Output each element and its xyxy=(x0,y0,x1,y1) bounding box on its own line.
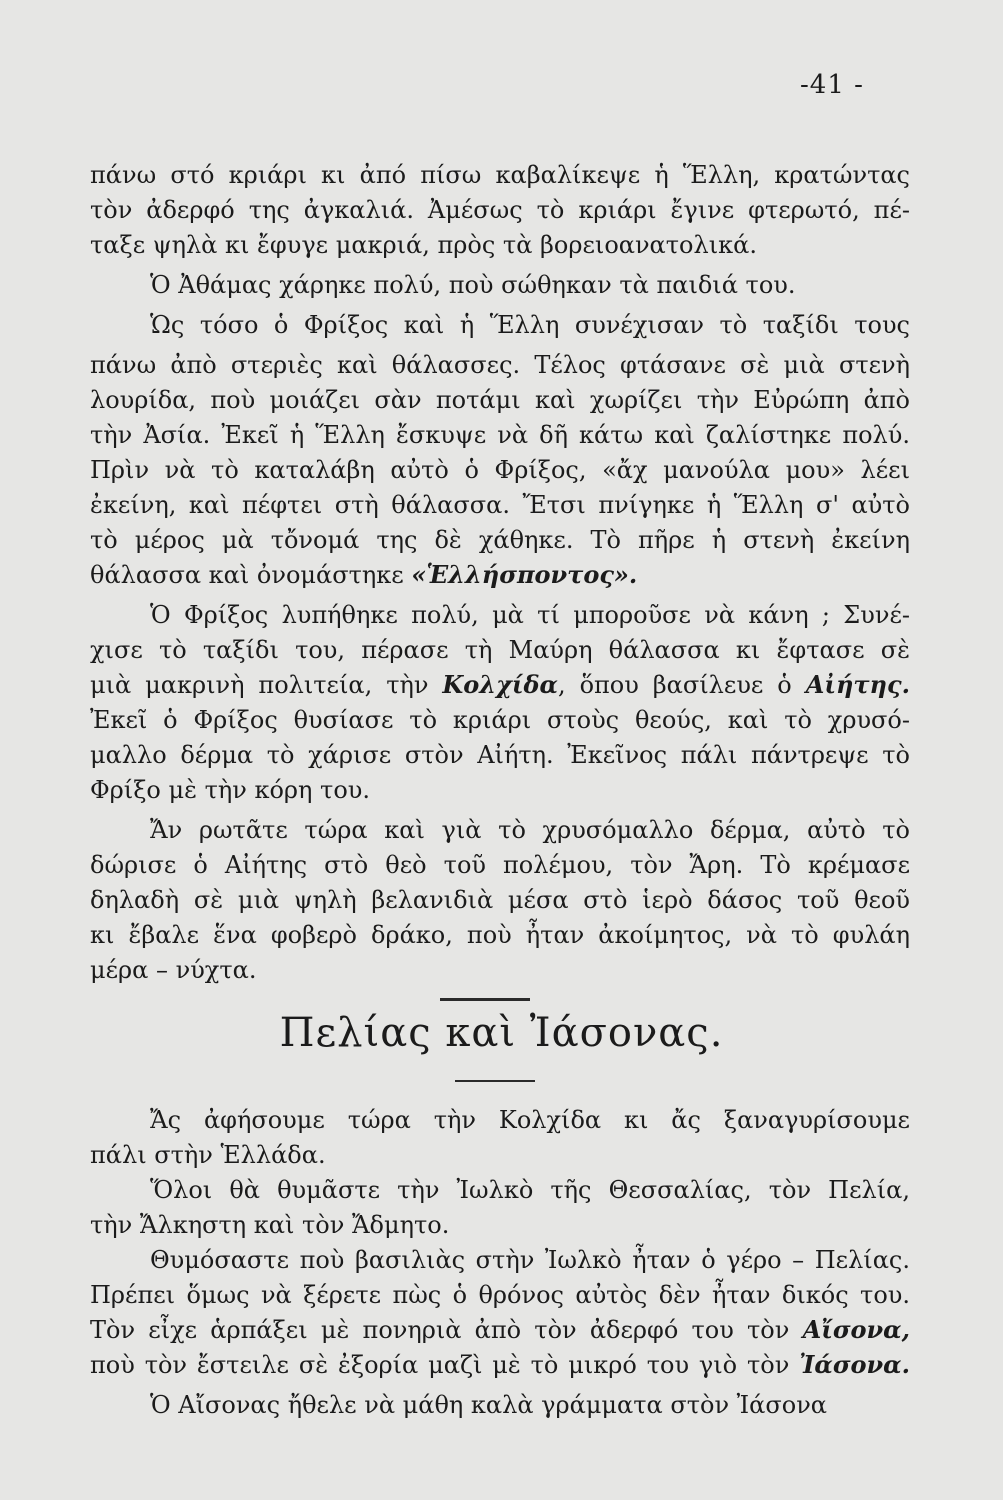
text-line: τὴν Ἄλκηστη καὶ τὸν Ἄδμητο. xyxy=(90,1211,450,1239)
text-line: πάλι στὴν Ἑλλάδα. xyxy=(90,1141,326,1169)
text-line xyxy=(90,1315,910,1345)
text-line: Ὁ Ἀθάμας χάρηκε πολύ, ποὺ σώθηκαν τὰ παιδιά του. xyxy=(150,271,796,299)
emphasis-aietis: Αἰήτης. xyxy=(805,670,910,699)
text-line: χισε τὸ ταξίδι του, πέρασε τὴ Μαύρη θάλασσα κι ἔφτασε σὲ xyxy=(90,636,910,664)
text-line: δηλαδὴ σὲ μιὰ ψηλὴ βελανιδιὰ μέσα στὸ ἱερὸ δάσος τοῦ θεοῦ xyxy=(90,886,910,914)
emphasis-hellespont: «Ἑλλήσποντος». xyxy=(411,560,638,589)
text-span: θάλασσα καὶ ὀνομάστηκε xyxy=(90,561,404,589)
text-line: τὸ μέρος μὰ τὄνομά της δὲ χάθηκε. Τὸ πῆρε ἡ στενὴ ἐκείνη xyxy=(90,526,910,554)
text-line: τὸν ἀδερφό της ἀγκαλιά. Ἀμέσως τὸ κριάρι ἔγινε φτερωτό, πέ- xyxy=(90,196,910,224)
text-line: Ὅλοι θὰ θυμᾶστε τὴν Ἰωλκὸ τῆς Θεσσαλίας, τὸν Πελία, xyxy=(150,1176,910,1204)
rule-top xyxy=(440,998,530,1001)
text-span: μιὰ μακρινὴ πολιτεία, τὴν xyxy=(90,671,429,699)
text-line: Φρίξο μὲ τὴν κόρη του. xyxy=(90,776,370,804)
text-span: , ὅπου βασίλευε ὁ xyxy=(557,671,792,699)
text-line xyxy=(90,1350,910,1380)
text-line: τὴν Ἀσία. Ἐκεῖ ἡ Ἕλλη ἔσκυψε νὰ δῆ κάτω καὶ ζαλίστηκε πολύ. xyxy=(90,421,910,449)
text-span: ποὺ τὸν ἔστειλε σὲ ἐξορία μαζὶ μὲ τὸ μικρό του γιὸ τὸν xyxy=(90,1351,790,1379)
page-number: -41 - xyxy=(800,70,864,100)
text-line: πάνω ἀπὸ στεριὲς καὶ θάλασσες. Τέλος φτάσανε σὲ μιὰ στενὴ xyxy=(90,351,910,379)
text-line: Πρὶν νὰ τὸ καταλάβη αὐτὸ ὁ Φρίξος, «ἄχ μανούλα μου» λέει xyxy=(90,456,910,484)
section-title: Πελίας καὶ Ἰάσονας. xyxy=(279,1010,724,1056)
text-line: Ὁ Φρίξος λυπήθηκε πολύ, μὰ τί μποροῦσε νὰ κάνη ; Συνέ- xyxy=(150,601,910,629)
text-line: πάνω στό κριάρι κι ἀπό πίσω καβαλίκεψε ἡ Ἕλλη, κρατώντας xyxy=(90,161,910,189)
text-line: Ἐκεῖ ὁ Φρίξος θυσίασε τὸ κριάρι στοὺς θεούς, καὶ τὸ χρυσό- xyxy=(90,706,910,734)
text-line xyxy=(90,560,910,590)
text-line: ἐκείνη, καὶ πέφτει στὴ θάλασσα. Ἔτσι πνίγηκε ἡ Ἕλλη σ' αὐτὸ xyxy=(90,491,910,519)
text-line: λουρίδα, ποὺ μοιάζει σὰν ποτάμι καὶ χωρίζει τὴν Εὐρώπη ἀπὸ xyxy=(90,386,910,414)
text-line: Πρέπει ὅμως νὰ ξέρετε πὼς ὁ θρόνος αὐτὸς δὲν ἦταν δικός του. xyxy=(90,1281,910,1309)
emphasis-aisona: Αἴσονα, xyxy=(802,1315,910,1344)
text-line: ταξε ψηλὰ κι ἔφυγε μακριά, πρὸς τὰ βορειοανατολικά. xyxy=(90,231,757,259)
text-line: κι ἔβαλε ἕνα φοβερὸ δράκο, ποὺ ἦταν ἀκοίμητος, νὰ τὸ φυλάη xyxy=(90,921,910,949)
text-line: μαλλο δέρμα τὸ χάρισε στὸν Αἰήτη. Ἐκεῖνος πάλι πάντρεψε τὸ xyxy=(90,741,910,769)
emphasis-kolchida: Κολχίδα xyxy=(442,670,558,699)
rule-bottom xyxy=(455,1080,535,1082)
text-line: μέρα – νύχτα. xyxy=(90,956,257,984)
text-line: Ὡς τόσο ὁ Φρίξος καὶ ἡ Ἕλλη συνέχισαν τὸ ταξίδι τους xyxy=(150,311,910,339)
text-line: δώρισε ὁ Αἰήτης στὸ θεὸ τοῦ πολέμου, τὸν Ἄρη. Τὸ κρέμασε xyxy=(90,851,910,879)
emphasis-iasona: Ἰάσονα. xyxy=(799,1350,911,1379)
text-line xyxy=(90,670,910,700)
text-line: Θυμόσαστε ποὺ βασιλιὰς στὴν Ἰωλκὸ ἦταν ὁ γέρο – Πελίας. xyxy=(150,1246,910,1274)
text-line: Ἄν ρωτᾶτε τώρα καὶ γιὰ τὸ χρυσόμαλλο δέρμα, αὐτὸ τὸ xyxy=(150,816,910,844)
text-line: Ἄς ἀφήσουμε τώρα τὴν Κολχίδα κι ἄς ξαναγυρίσουμε xyxy=(150,1106,910,1134)
text-span: Τὸν εἶχε ἁρπάξει μὲ πονηριὰ ἀπὸ τὸν ἀδερφό του τὸν xyxy=(90,1316,790,1344)
text-line: Ὁ Αἴσονας ἤθελε νὰ μάθη καλὰ γράμματα στὸν Ἰάσονα xyxy=(150,1391,828,1419)
